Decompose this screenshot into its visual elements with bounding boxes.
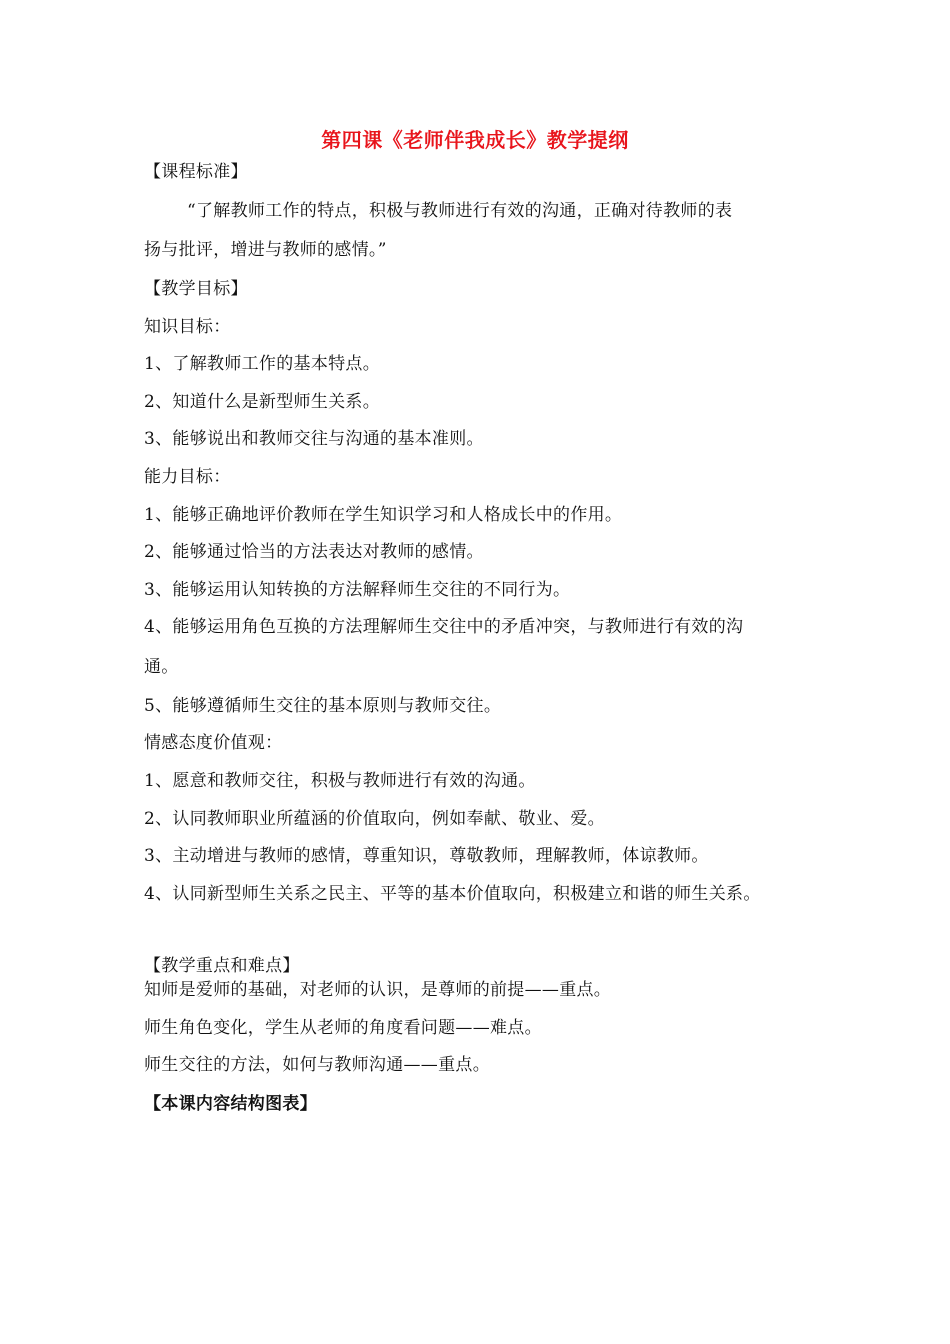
key-points-heading: 【教学重点和难点】 <box>144 956 300 976</box>
ability-item: 3、能够运用认知转换的方法解释师生交往的不同行为。 <box>144 580 571 600</box>
ability-item: 1、能够正确地评价教师在学生知识学习和人格成长中的作用。 <box>144 505 623 525</box>
ability-item: 2、能够通过恰当的方法表达对教师的感情。 <box>144 542 484 562</box>
curriculum-heading: 【课程标准】 <box>144 162 248 182</box>
curriculum-quote-line-2: 扬与批评，增进与教师的感情。” <box>144 240 387 260</box>
ability-label: 能力目标： <box>144 467 231 487</box>
ability-item: 5、能够遵循师生交往的基本原则与教师交往。 <box>144 696 502 716</box>
key-point-item: 师生交往的方法，如何与教师沟通——重点。 <box>144 1055 490 1075</box>
emotion-label: 情感态度价值观： <box>144 733 283 753</box>
knowledge-label: 知识目标： <box>144 317 231 337</box>
knowledge-item: 1、了解教师工作的基本特点。 <box>144 354 381 374</box>
emotion-item: 1、愿意和教师交往，积极与教师进行有效的沟通。 <box>144 771 536 791</box>
emotion-item: 3、主动增进与教师的感情，尊重知识，尊敬教师，理解教师，体谅教师。 <box>144 846 709 866</box>
key-point-item: 师生角色变化，学生从老师的角度看问题——难点。 <box>144 1018 542 1038</box>
document-title: 第四课《老师伴我成长》教学提纲 <box>321 128 629 152</box>
knowledge-item: 3、能够说出和教师交往与沟通的基本准则。 <box>144 429 484 449</box>
emotion-item: 2、认同教师职业所蕴涵的价值取向，例如奉献、敬业、爱。 <box>144 809 605 829</box>
knowledge-item: 2、知道什么是新型师生关系。 <box>144 392 381 412</box>
emotion-item: 4、认同新型师生关系之民主、平等的基本价值取向，积极建立和谐的师生关系。 <box>144 884 761 904</box>
ability-item-continuation: 通。 <box>144 657 179 677</box>
ability-item: 4、能够运用角色互换的方法理解师生交往中的矛盾冲突，与教师进行有效的沟 <box>144 617 744 637</box>
key-point-item: 知师是爱师的基础，对老师的认识，是尊师的前提——重点。 <box>144 980 612 1000</box>
objectives-heading: 【教学目标】 <box>144 279 248 299</box>
structure-heading: 【本课内容结构图表】 <box>144 1094 317 1114</box>
curriculum-quote-line-1: “了解教师工作的特点，积极与教师进行有效的沟通，正确对待教师的表 <box>187 201 733 221</box>
